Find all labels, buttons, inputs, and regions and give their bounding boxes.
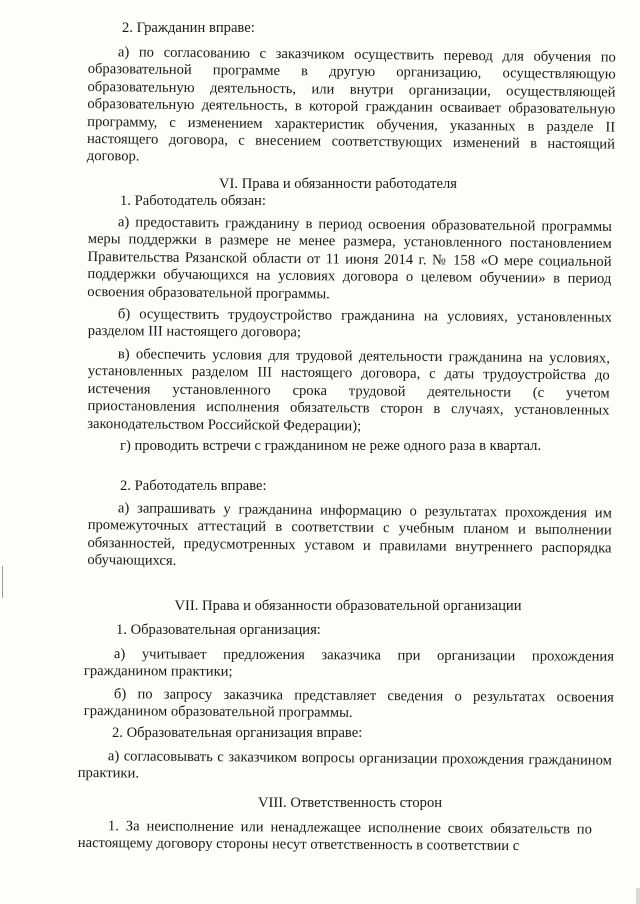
sec7-p1b-paragraph: б) по запросу заказчика представляет сведения о результатах освоения гражданином образовательной программы. xyxy=(83,686,614,722)
sec7-p1-heading: 1. Образовательная организация: xyxy=(116,622,321,638)
sec7-p1a-paragraph: а) учитывает предложения заказчика при организации прохождения гражданином практики; xyxy=(83,646,614,681)
sec8-p1-paragraph: 1. За неисполнение или ненадлежащее исполнение своих обязательств по настоящему договору стороны несут ответственность в соответствии с xyxy=(77,818,592,855)
sec5-p2-heading: 2. Гражданин вправе: xyxy=(122,20,255,36)
scan-edge-mark xyxy=(636,888,640,904)
sec6-p2a-paragraph: а) запрашивать у гражданина информацию о результатах прохождения им промежуточных аттестаций в соответствии с учебным планом и выполнении обязанностей, предусмотренных уставом и правилами внутреннего распорядка обучающихся. xyxy=(87,500,612,570)
sec7-p2-heading: 2. Образовательная организация вправе: xyxy=(112,725,363,741)
sec6-p1d-paragraph: г) проводить встречи с гражданином не реже одного раза в квартал. xyxy=(120,438,542,454)
sec7-p2a-paragraph: а) согласовывать с заказчиком вопросы организации прохождения гражданином практики. xyxy=(77,748,612,782)
sec8-title: VIII. Ответственность сторон xyxy=(257,795,443,811)
sec6-p1a-paragraph: а) предоставить гражданину в период освоения образовательной программы меры поддержки в размере не менее размера, установленного постановлением Правительства Рязанской области от 11 июня 2014 г. № 158 «О мере социальной поддержки обучающихся на условиях договора о целевом обучении» в период освоения образовательной программы. xyxy=(87,214,612,302)
sec6-p1c-paragraph: в) обеспечить условия для трудовой деятельности гражданина на условиях, установленных разделом III настоящего договора, с даты трудоустройства до истечения установленного срока трудовой деятельности (с учетом приостановления исполнения обязательств сторон в случаях, установленных законодательством Российской Федерации); xyxy=(87,346,610,435)
sec7-title: VII. Права и обязанности образовательной организации xyxy=(174,598,522,614)
sec6-title: VI. Права и обязанности работодателя xyxy=(219,176,457,192)
sec6-p2-heading: 2. Работодатель вправе: xyxy=(120,478,267,494)
sec5-p2a-paragraph: а) по согласованию с заказчиком осуществить перевод для обучения по образовательной программе в другую организацию, осуществляющую образовательную деятельность, или внутри организации, осуществляющей образовательную деятельность, в которой гражданин осваивает образовательную программу, с изменением характеристик обучения, указанных в разделе II настоящего договора, с внесением соответствующих изменений в настоящий договор. xyxy=(86,44,616,165)
scan-margin-mark xyxy=(2,566,3,598)
sec6-p1-heading: 1. Работодатель обязан: xyxy=(120,193,266,209)
sec6-p1b-paragraph: б) осуществить трудоустройство гражданина на условиях, установленных разделом III настоящего договора; xyxy=(87,306,612,341)
